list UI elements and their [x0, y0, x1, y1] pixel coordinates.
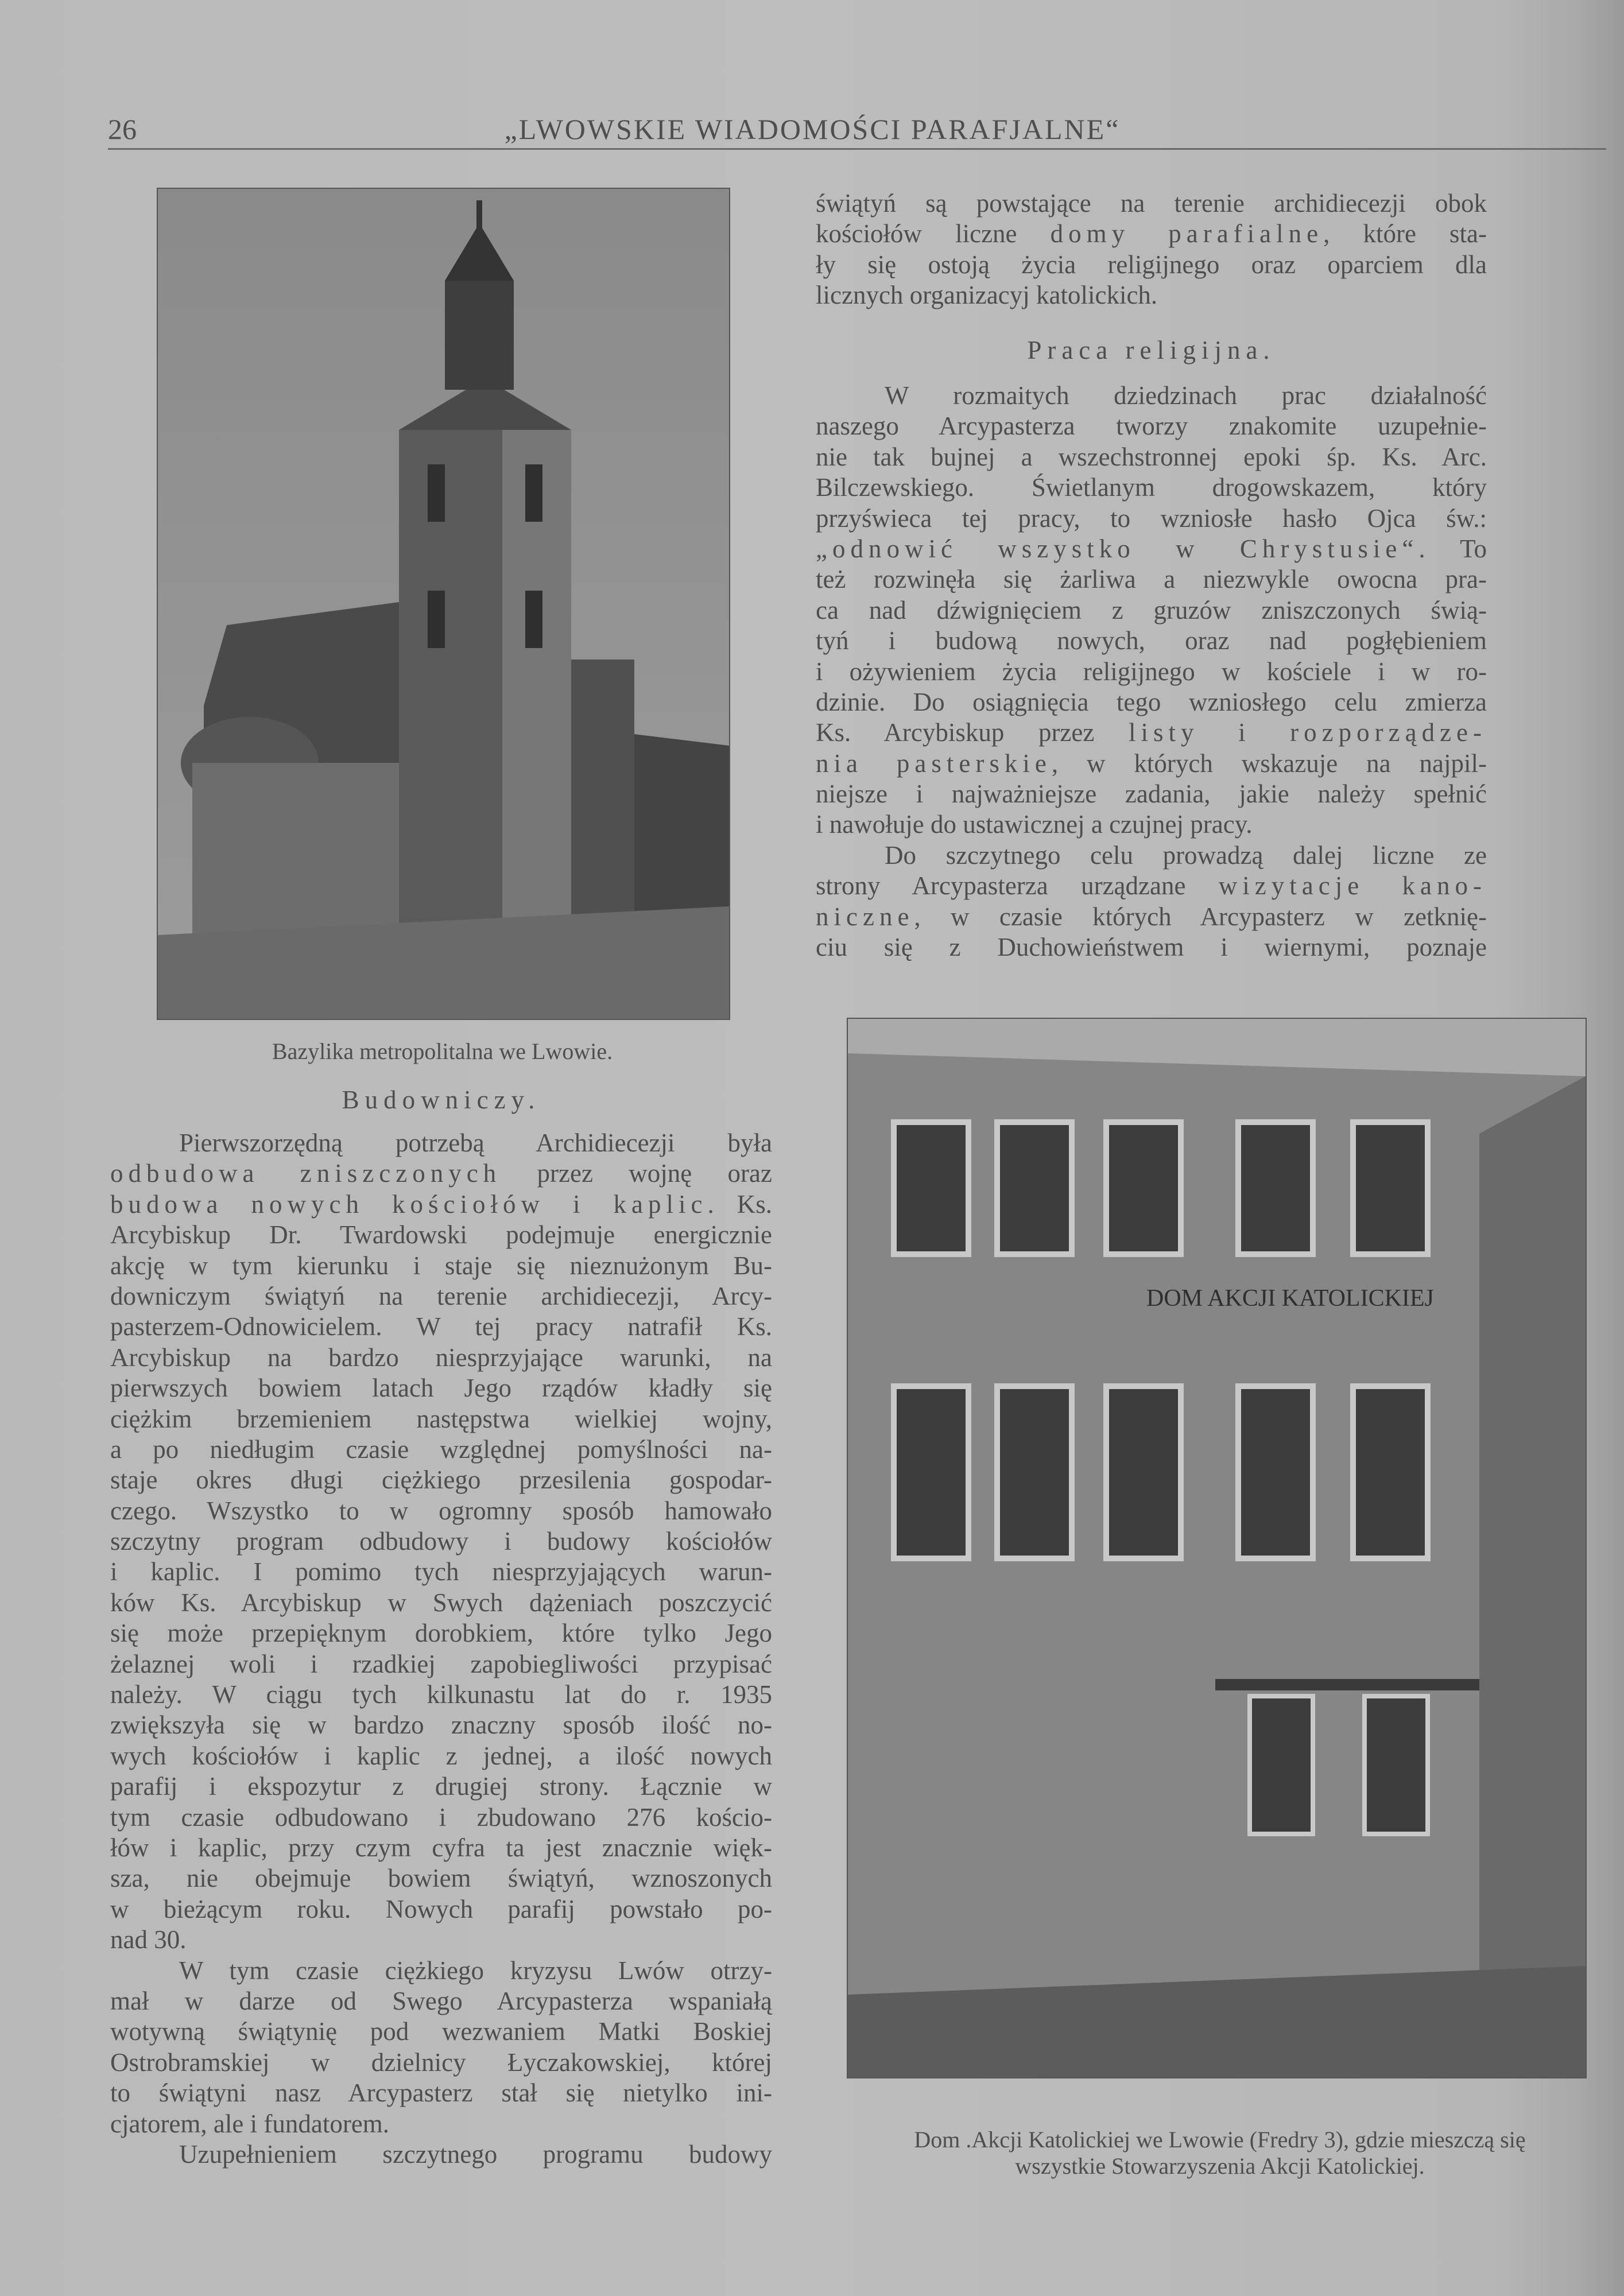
facade-window — [1353, 1122, 1428, 1254]
facade-window — [1250, 1696, 1313, 1834]
text-line — [110, 1680, 772, 1710]
text-segment: Do szczytnego celu prowadzą dalej liczne ze — [885, 840, 1487, 870]
header-rule — [108, 148, 1606, 150]
text-segment: cjatorem, ale i fundatorem. — [110, 2109, 390, 2138]
text-segment: zwiększyła się w bardzo znaczny sposób ilość no- — [110, 1711, 772, 1740]
text-line — [110, 1496, 772, 1526]
text-line — [110, 2078, 772, 2108]
text-line — [110, 1925, 772, 1955]
text-line — [110, 1802, 772, 1833]
right-column-text — [816, 381, 1487, 963]
emphasized-text: listy i rozporządze- — [1128, 718, 1487, 747]
text-line — [816, 840, 1487, 871]
text-line — [110, 1588, 772, 1618]
text-segment: przyświeca tej pracy, to wzniosłe hasło Ojca św.: — [816, 503, 1487, 533]
text-segment: Ks. Arcybiskup przez — [816, 718, 1129, 747]
text-segment: żelaznej woli i rzadkiej zapobiegliwości przypisać — [110, 1649, 772, 1678]
text-segment: . Ks. — [707, 1189, 772, 1219]
text-segment: przez wojnę oraz — [501, 1159, 772, 1188]
text-line — [110, 1251, 772, 1281]
text-line — [816, 411, 1487, 441]
page-number: 26 — [108, 113, 137, 145]
text-segment: akcję w tym kierunku i staje się nieznużonym Bu- — [110, 1251, 772, 1280]
text-line — [816, 280, 1487, 311]
text-line — [110, 1710, 772, 1740]
text-line — [816, 932, 1487, 963]
catholic-action-house-photo — [847, 1018, 1587, 2078]
text-segment: pasterzem-Odnowicielem. W tej pracy natrafił Ks. — [110, 1312, 772, 1341]
basilica-photo — [157, 188, 730, 1020]
text-line — [816, 657, 1487, 687]
text-segment: Bilczewskiego. Świetlanym drogowskazem, który — [816, 473, 1487, 502]
text-line — [816, 779, 1487, 809]
emphasized-text: nia pasterskie — [816, 748, 1052, 778]
text-segment: a po niedługim czasie względnej pomyślności na- — [110, 1434, 772, 1464]
left-column-text — [110, 1128, 772, 2170]
text-line — [816, 687, 1487, 718]
caption-line-1: Dom .Akcji Katolickiej we Lwowie (Fredry 3), gdzie mieszczą się — [914, 2127, 1526, 2152]
text-line — [816, 748, 1487, 779]
text-segment: Arcybiskup na bardzo niesprzyjające warunki, na — [110, 1343, 772, 1372]
facade-window — [1238, 1122, 1313, 1254]
text-segment: tym czasie odbudowano i zbudowano 276 kościo- — [110, 1802, 772, 1832]
text-segment: się może przepięknym dorobkiem, które tylko Jego — [110, 1619, 772, 1648]
text-line — [110, 1526, 772, 1557]
text-segment: strony Arcypasterza urządzane — [816, 871, 1219, 901]
text-line — [816, 250, 1487, 280]
catholic-action-house-caption — [827, 2127, 1613, 2179]
facade-window — [997, 1122, 1072, 1254]
text-line — [816, 503, 1487, 534]
text-segment: niejsze i najważniejsze zadania, jakie należy spełnić — [816, 779, 1487, 809]
paragraph — [816, 188, 1487, 311]
text-segment: naszego Arcypasterza tworzy znakomite uzupełnie- — [816, 412, 1487, 441]
text-line — [110, 1833, 772, 1863]
text-line — [110, 1465, 772, 1495]
facade-sign: DOM AKCJI KATOLICKIEJ — [1146, 1285, 1434, 1312]
text-segment: downiczym świątyń na terenie archidiecezji, Arcy- — [110, 1281, 772, 1310]
text-line — [110, 1618, 772, 1649]
facade-window — [1238, 1386, 1313, 1558]
text-segment: i kaplic. I pomimo tych niesprzyjających warun- — [110, 1557, 772, 1587]
text-line — [816, 902, 1487, 932]
text-line — [110, 1404, 772, 1434]
text-line — [110, 2109, 772, 2139]
text-segment: czego. Wszystko to w ogromny sposób hamowało — [110, 1496, 772, 1525]
text-segment: też rozwinęła się żarliwa a niezwykle owocna pra- — [816, 565, 1487, 594]
text-line — [110, 1741, 772, 1771]
text-segment: . To — [1418, 534, 1487, 563]
text-segment: świątyń są powstające na terenie archidiecezji obok — [816, 189, 1487, 218]
paragraph — [816, 381, 1487, 840]
text-line — [110, 1281, 772, 1312]
section-heading-budowniczy: Budowniczy. — [342, 1085, 541, 1114]
paragraph — [110, 1956, 772, 2139]
text-line — [816, 472, 1487, 503]
facade-window — [1106, 1386, 1181, 1558]
text-segment: , w których wskazuje na najpil- — [1051, 748, 1487, 778]
text-segment: wotywną świątynię pod wezwaniem Matki Boskiej — [110, 2017, 772, 2046]
text-segment: ca nad dźwignięciem z gruzów zniszczonych świą- — [816, 595, 1487, 625]
text-line — [816, 219, 1487, 249]
emphasized-text: „odnowić wszystko w Chrystusie“ — [816, 534, 1419, 563]
paragraph — [110, 2139, 772, 2170]
text-line — [816, 626, 1487, 656]
text-line — [110, 2139, 772, 2170]
facade-window — [1365, 1696, 1428, 1834]
text-line — [816, 718, 1487, 748]
text-line — [110, 1863, 772, 1894]
text-segment: ków Ks. Arcybiskup w Swych dążeniach poszczycić — [110, 1588, 772, 1617]
text-segment: Uzupełnieniem szczytnego programu budowy — [179, 2139, 772, 2169]
emphasized-text: wizytacje kano- — [1218, 871, 1487, 901]
text-segment: licznych organizacyj katolickich. — [816, 281, 1158, 310]
facade-window — [894, 1386, 968, 1558]
text-segment: tyń i budową nowych, oraz nad pogłębieniem — [816, 626, 1487, 656]
text-segment: łów i kaplic, przy czym cyfra ta jest znacznie więk- — [110, 1833, 772, 1862]
text-line — [816, 381, 1487, 411]
emphasized-text: budowa nowych kościołów i kaplic — [110, 1189, 708, 1219]
running-title: „LWOWSKIE WIADOMOŚCI PARAFJALNE“ — [504, 113, 1121, 145]
text-line — [816, 188, 1487, 219]
facade-window — [1106, 1122, 1181, 1254]
text-line — [110, 1189, 772, 1220]
text-segment: W rozmaitych dziedzinach prac działalność — [885, 381, 1487, 410]
text-segment: parafij i ekspozytur z drugiej strony. Łącznie w — [110, 1772, 772, 1801]
text-segment: Arcybiskup Dr. Twardowski podejmuje energicznie — [110, 1220, 772, 1250]
text-segment: należy. W ciągu tych kilkunastu lat do r. 1935 — [110, 1680, 772, 1709]
text-segment: i ożywieniem życia religijnego w kościele i w ro- — [816, 657, 1487, 686]
text-segment: wych kościołów i kaplic z jednej, a ilość nowych — [110, 1741, 772, 1770]
text-segment: szczytny program odbudowy i budowy kościołów — [110, 1527, 772, 1556]
caption-line-2: wszystkie Stowarzyszenia Akcji Katolickiej. — [1015, 2153, 1425, 2179]
paragraph — [816, 840, 1487, 963]
text-segment: Pierwszorzędną potrzebą Archidiecezji była — [179, 1128, 772, 1157]
text-line — [110, 2047, 772, 2078]
emphasized-text: niczne — [816, 902, 914, 931]
emphasized-text: domy parafialne — [1050, 219, 1324, 249]
text-segment: to świątyni nasz Arcypasterz stał się nietylko ini- — [110, 2078, 772, 2108]
text-line — [816, 871, 1487, 901]
text-segment: kościołów liczne — [816, 219, 1051, 249]
text-segment: , które sta- — [1323, 219, 1487, 249]
paragraph — [110, 1128, 772, 1956]
text-segment: pierwszych bowiem latach Jego rządów kładły się — [110, 1374, 772, 1403]
text-segment: , w czasie których Arcypasterz w zetknię- — [914, 902, 1487, 931]
text-segment: ciężkim brzemieniem następstwa wielkiej wojny, — [110, 1404, 772, 1433]
text-segment: nad 30. — [110, 1925, 187, 1954]
text-line — [110, 1128, 772, 1158]
emphasized-text: odbudowa zniszczonych — [110, 1159, 502, 1188]
text-line — [816, 442, 1487, 472]
section-heading-praca-religijna: Praca religijna. — [1027, 336, 1276, 364]
text-line — [110, 1956, 772, 1986]
text-segment: ły się ostoją życia religijnego oraz oparciem dla — [816, 250, 1487, 279]
text-segment: staje okres długi ciężkiego przesilenia gospodar- — [110, 1465, 772, 1495]
basilica-caption: Bazylika metropolitalna we Lwowie. — [272, 1038, 613, 1064]
text-segment: dzinie. Do osiągnięcia tego wzniosłego celu zmierza — [816, 687, 1487, 716]
right-column-intro — [816, 188, 1487, 311]
text-line — [110, 1771, 772, 1802]
text-line — [816, 809, 1487, 840]
text-line — [110, 1158, 772, 1189]
text-line — [110, 1986, 772, 2016]
text-line — [110, 2016, 772, 2047]
text-line — [816, 564, 1487, 595]
text-segment: mał w darze od Swego Arcypasterza wspaniałą — [110, 1986, 772, 2015]
text-segment: W tym czasie ciężkiego kryzysu Lwów otrzy- — [179, 1956, 772, 1985]
text-line — [110, 1343, 772, 1373]
facade-window — [1353, 1386, 1428, 1558]
facade-window — [894, 1122, 968, 1254]
text-segment: w bieżącym roku. Nowych parafij powstało po- — [110, 1894, 772, 1923]
text-line — [816, 534, 1487, 564]
text-line — [110, 1434, 772, 1465]
text-segment: sza, nie obejmuje bowiem świątyń, wznoszonych — [110, 1864, 772, 1893]
text-segment: i nawołuje do ustawicznej a czujnej pracy. — [816, 810, 1253, 839]
text-segment: nie tak bujnej a wszechstronnej epoki śp. Ks. Arc. — [816, 442, 1487, 471]
facade-window — [997, 1386, 1072, 1558]
text-line — [110, 1373, 772, 1403]
text-segment: Ostrobramskiej w dzielnicy Łyczakowskiej, której — [110, 2047, 772, 2077]
text-segment: ciu się z Duchowieństwem i wiernymi, poznaje — [816, 933, 1487, 962]
text-line — [110, 1894, 772, 1925]
text-line — [110, 1312, 772, 1342]
text-line — [110, 1557, 772, 1587]
text-line — [110, 1220, 772, 1250]
text-line — [816, 595, 1487, 626]
text-line — [110, 1649, 772, 1680]
